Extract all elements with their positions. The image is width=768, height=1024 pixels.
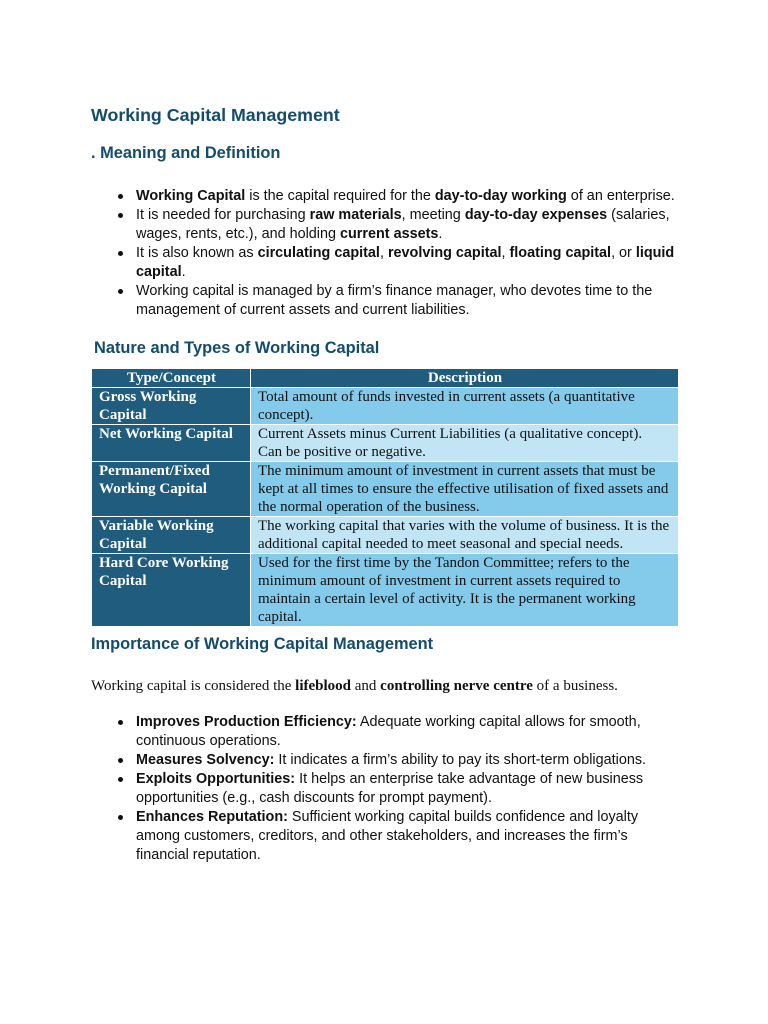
section-heading-meaning: . Meaning and Definition [91,144,281,162]
bullet-text: Working capital is managed by a firm’s finance manager, who devotes time to the management of current assets and current liabilities. [136,283,653,318]
working-capital-types-table [91,368,679,627]
bullet-text: (salaries, wages, rents, etc.), and holding [136,207,670,242]
table-row [92,462,679,517]
bullet-icon [118,289,123,294]
bullet-text: , [379,245,388,261]
bullet-icon [118,758,123,763]
list-item [136,713,681,751]
bullet-icon [118,815,123,820]
bullet-text: of an enterprise. [566,188,675,204]
bullet-label: Measures Solvency: [136,752,275,768]
description-cell: Current Assets minus Current Liabilities (a qualitative concept). Can be positive or negative. [251,425,679,462]
list-item [136,751,681,770]
column-header-type: Type/Concept [92,369,251,388]
bullet-text: , or [611,245,636,261]
bullet-icon [118,194,123,199]
bold-term: controlling nerve centre [380,678,533,694]
meaning-bullet-list [136,187,681,320]
list-item [136,282,681,320]
bullet-text: . [438,226,443,242]
bullet-text: , [501,245,510,261]
table-row [92,554,679,627]
intro-text: and [351,678,381,694]
page-title: Working Capital Management [91,105,340,125]
list-item [136,206,681,244]
description-cell: The minimum amount of investment in current assets that must be kept at all times to ensure the effective utilisation of fixed assets and the normal operation of the business. [251,462,679,517]
table-row [92,388,679,425]
bullet-icon [118,777,123,782]
bullet-label: Enhances Reputation: [136,809,288,825]
bullet-text: Adequate working capital allows for smooth, continuous operations. [136,714,641,749]
bold-term: day-to-day working [434,188,567,204]
type-cell: Gross Working Capital [92,388,251,425]
bold-term: liquid capital [136,245,675,280]
list-item [136,770,681,808]
bullet-icon [118,720,123,725]
type-cell: Permanent/Fixed Working Capital [92,462,251,517]
bullet-text: Sufficient working capital builds confidence and loyalty among customers, creditors, and other stakeholders, and increases the firm’s financial reputation. [136,809,639,863]
list-item [136,187,681,206]
bullet-text: It indicates a firm’s ability to pay its short-term obligations. [278,752,647,768]
bold-term: circulating capital [257,245,380,261]
bullet-text: , meeting [401,207,465,223]
bold-term: Working Capital [136,188,246,204]
bold-term: day-to-day expenses [464,207,608,223]
bullet-label: Improves Production Efficiency: [136,714,357,730]
bullet-icon [118,251,123,256]
importance-intro [91,677,618,696]
column-header-description: Description [251,369,679,388]
list-item [136,244,681,282]
description-cell: The working capital that varies with the volume of business. It is the additional capital needed to meet seasonal and special needs. [251,517,679,554]
section-heading-nature: Nature and Types of Working Capital [94,339,380,357]
bold-term: floating capital [509,245,612,261]
bullet-icon [118,213,123,218]
type-cell: Hard Core Working Capital [92,554,251,627]
list-item [136,808,681,865]
importance-bullet-list [136,713,681,865]
bold-term: current assets [340,226,439,242]
bullet-text: is the capital required for the [245,188,435,204]
intro-text: Working capital is considered the [91,678,296,694]
description-cell: Used for the first time by the Tandon Committee; refers to the minimum amount of investment in current assets required to maintain a certain level of activity. It is the permanent working capital. [251,554,679,627]
type-cell: Net Working Capital [92,425,251,462]
bold-term: revolving capital [387,245,502,261]
bullet-text: It helps an enterprise take advantage of new business opportunities (e.g., cash discounts for prompt payment). [136,771,644,806]
bullet-text: . [181,264,186,280]
section-heading-importance: Importance of Working Capital Management [91,635,434,653]
bullet-text: It is needed for purchasing [136,207,310,223]
intro-text: of a business. [532,678,618,694]
table-row [92,517,679,554]
bullet-label: Exploits Opportunities: [136,771,296,787]
description-cell: Total amount of funds invested in current assets (a quantitative concept). [251,388,679,425]
table-row [92,425,679,462]
type-cell: Variable Working Capital [92,517,251,554]
bold-term: raw materials [309,207,402,223]
bullet-text: It is also known as [136,245,258,261]
bold-term: lifeblood [295,678,351,694]
table-header-row [92,369,679,388]
